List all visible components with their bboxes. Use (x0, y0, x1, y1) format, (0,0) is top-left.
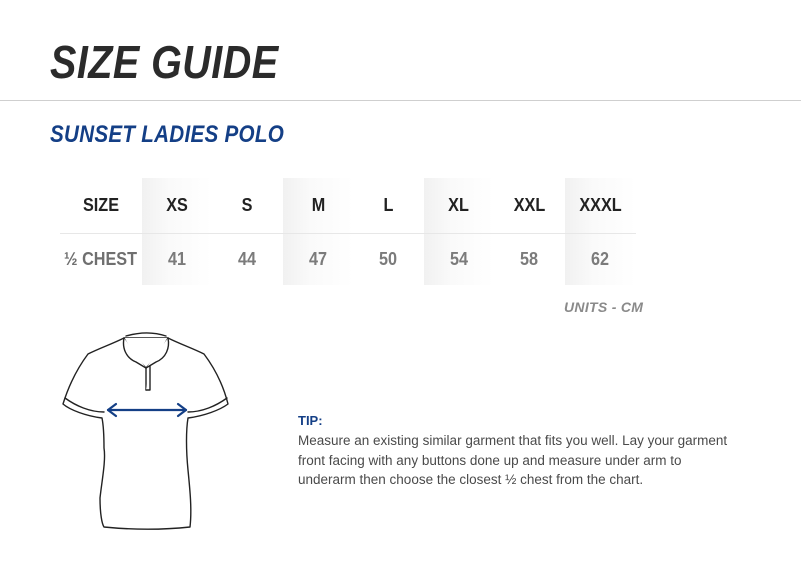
size-header-s: S (242, 195, 253, 215)
tip-text: Measure an existing similar garment that fits you well. Lay your garment front facing with any buttons done up and measure under arm to underarm then choose the closest ½ chest from the chart. (298, 433, 728, 487)
polo-shirt-icon (60, 330, 232, 530)
size-header-xs: XS (142, 178, 212, 233)
size-header-label: SIZE (82, 195, 119, 215)
units-note: UNITS - CM (564, 299, 644, 315)
size-header-xxl: XXL (513, 195, 546, 215)
size-table (60, 178, 636, 285)
size-header-xxxl: XXXL (565, 178, 636, 233)
chest-value-m: 47 (283, 233, 353, 285)
size-header-l: L (383, 195, 394, 215)
title-divider (0, 100, 801, 101)
size-header-m: M (283, 178, 353, 233)
chest-value-s: 44 (212, 233, 283, 285)
chest-value-l: 50 (353, 233, 424, 285)
chest-value-xxl: 58 (494, 233, 565, 285)
product-name: SUNSET LADIES POLO (50, 121, 285, 148)
tip-label: TIP: (298, 413, 323, 428)
page-title: SIZE GUIDE (50, 36, 279, 88)
chest-value-xs: 41 (142, 233, 212, 285)
size-header-xl: XL (424, 178, 494, 233)
chest-row-label: ½ CHEST (60, 233, 142, 285)
chest-value-xxxl: 62 (565, 233, 636, 285)
chest-value-xl: 54 (424, 233, 494, 285)
